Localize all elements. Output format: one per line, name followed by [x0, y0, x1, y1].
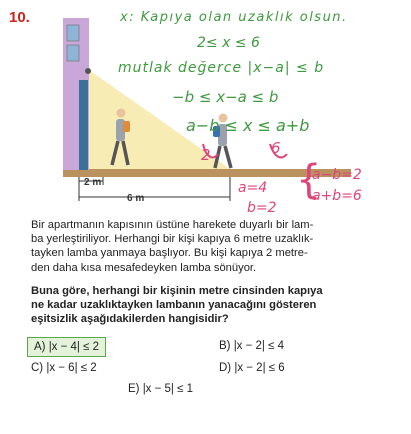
paragraph-line: den daha kısa mesafedeyken lamba sönüyor. [31, 261, 257, 274]
handwritten-annotation-6: 6 [271, 139, 281, 157]
question-line: ne kadar uzaklıktayken lambanın yanacağını gösteren [31, 299, 317, 312]
handwritten-value-a: a=4 [238, 180, 268, 196]
question-text [31, 284, 376, 327]
dimension-label-long: 6 m [127, 193, 145, 204]
handwritten-annotation-2: 2 [201, 146, 211, 164]
handwritten-value-b: b=2 [247, 200, 277, 216]
handwritten-brace: { [296, 157, 322, 203]
handwritten-note-range: 2≤ x ≤ 6 [197, 35, 260, 51]
handwritten-note-bounds: a−b ≤ x ≤ a+b [186, 116, 310, 135]
lamp-icon [85, 68, 91, 74]
paragraph-line: Bir apartmanın kapısının üstüne harekete duyarlı bir lam- [31, 219, 314, 231]
problem-paragraph [31, 218, 376, 275]
question-line: Buna göre, herhangi bir kişinin metre cinsinden kapıya [31, 285, 323, 297]
question-number: 10. [9, 9, 30, 26]
handwritten-equation-1: a−b=2 [312, 167, 362, 183]
paragraph-line: ba yerleştiriliyor. Herhangi bir kişi kapıya 6 metre uzaklık- [31, 233, 314, 246]
handwritten-note-variable: x: Kapıya olan uzaklık olsun. [120, 10, 348, 25]
choice-b[interactable]: B) |x − 2| ≤ 4 [219, 340, 285, 352]
window-icon [67, 45, 79, 61]
choice-a[interactable]: A) |x − 4| ≤ 2 [27, 337, 106, 357]
question-line: eşitsizlik aşağıdakilerden hangisidir? [31, 313, 229, 326]
choice-d[interactable]: D) |x − 2| ≤ 6 [219, 362, 285, 374]
choice-c[interactable]: C) |x − 6| ≤ 2 [31, 362, 97, 374]
handwritten-note-expand: −b ≤ x−a ≤ b [172, 88, 279, 106]
choice-e[interactable]: E) |x − 5| ≤ 1 [128, 383, 194, 395]
window-icon [67, 25, 79, 41]
paragraph-line: tayken lamba yanmaya başlıyor. Bu kişi kapıya 2 metre- [31, 247, 308, 260]
door [79, 80, 88, 170]
handwritten-note-absolute: mutlak değerce |x−a| ≤ b [118, 60, 325, 76]
handwritten-equation-2: a+b=6 [312, 188, 362, 204]
dimension-label-short: 2 m [84, 177, 102, 188]
